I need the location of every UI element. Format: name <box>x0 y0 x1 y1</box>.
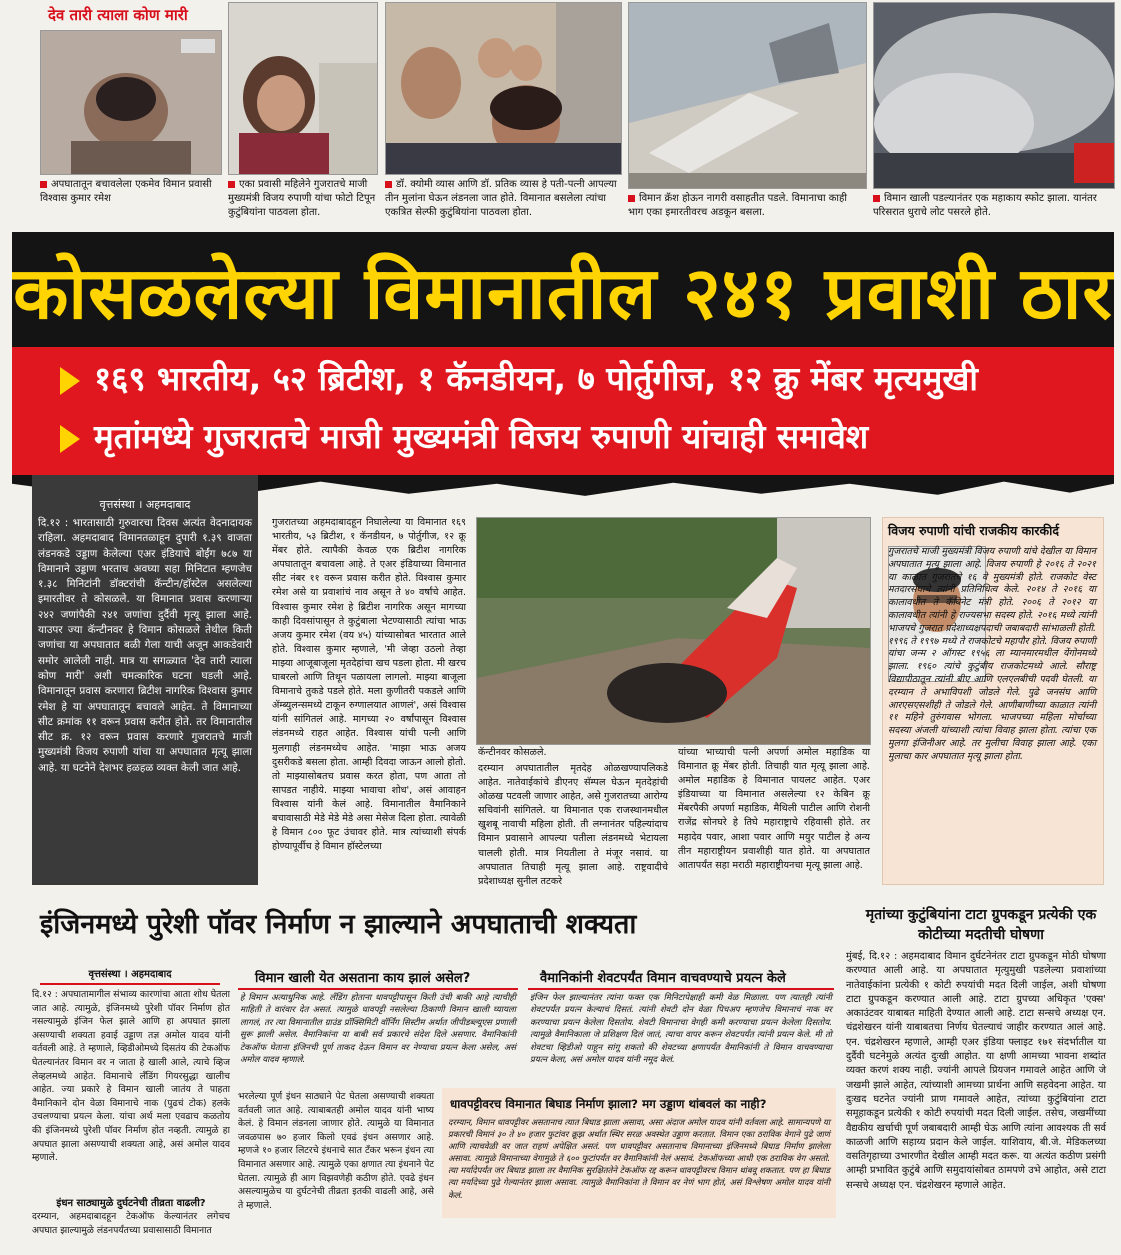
photo-caption-2: एका प्रवासी महिलेने गुजरातचे माजी मुख्यमंत्री विजय रुपाणी यांचा फोटो टिपून कुटुंबियांना पाठवला होता. <box>228 179 376 218</box>
box-pilots-title: वैमानिकांनी शेवटपर्यंत विमान वाचवण्याचे प्रयत्न केले <box>540 971 786 986</box>
family-photo-art <box>386 3 621 174</box>
lead-byline: वृत्तसंस्था । अहमदाबाद <box>99 498 191 511</box>
survivor-photo-art <box>41 31 221 174</box>
woman-photo-art <box>229 3 377 174</box>
arrow-bullet-icon <box>60 425 80 453</box>
engine-subhead: इंधन साठ्यामुळे दुर्घटनेची तीव्रता वाढली? <box>56 1198 206 1209</box>
photo-family-selfie <box>385 2 622 175</box>
box-pilots-text: इंजिन फेल झाल्यानंतर त्यांना फक्त एक मिनिटापेक्षाही कमी वेळ मिळाला. पण त्यातही त्यांनी शेवटपर्यंत प्रयत्न केल्याचं दिसतं. त्यांनी शेवटी दोन वेळा पिचअप म्हणजेच विमानाचं नाक वर करण्याचा प्रयत्न केलेला दिसतोय. शेवटी विमानाचा वेगही कमी करण्याचा प्रयत्न केलेला दिसतोय. त्यामुळे वैमानिकाला जे प्रशिक्षण दिलं जातं, त्याचा वापर करून शेवटपर्यंत त्यांनी प्रयत्न केले. मी तो शेवटचा व्हिडीओ पाहून सांगू शकतो की शेवटच्या क्षणापर्यंत वैमानिकांनी ते विमान वाचवण्याचा प्रयत्न केला, असं अमोल यादव यांनी नमूद केलं. <box>530 993 832 1066</box>
subheadline-1: १६९ भारतीय, ५२ ब्रिटीश, १ कॅनडीयन, ७ पोर्तुगीज, १२ क्रु मेंबर मृत्यमुखी <box>60 356 1110 402</box>
story-column-3: दरम्यान अपघातातील मृतदेह ओळखण्यापलिकडे आहेत. नातेवाईकांचे डीएनए सॅम्पल घेऊन मृतदेहांची ओळख पटवली जाणार आहेत, असे गुजरातच्या आरोग्य सचिवांनी सांगितले. या विमानात एक राजस्थानमधील खुशबू नावाची महिला होती. ती लग्नानंतर पहिल्यांदाच विमान प्रवासाने आपल्या पतीला लंडनमध्ये भेटायला चालली होती. मात्र नियतीला ते मंजूर नसावं. या अपघातात तिचाही मृत्यू झाला आहे. राष्ट्रवादीचे प्रदेशाध्यक्ष सुनील तटकरे <box>478 763 668 887</box>
tail-photo-art <box>477 518 870 744</box>
photo-survivor <box>40 30 222 175</box>
arrow-bullet-icon <box>60 367 80 395</box>
engine-story-text: दि.१२ : अपघातामागील संभाव्य कारणांचा आता शोध घेतला जात आहे. त्यामुळे, इंजिनमध्ये पुरेशी पॉवर निर्माण होत नसल्यामुळे इंजिन फेल झाले आणि हा अपघात झाला असण्याची शक्यता हवाई उड्डाण तज्ञ अमोल यादव यांनी वर्तवली आहे. ते म्हणाले, व्हिडीओमध्ये दिसतंय की टेकऑफ घेतल्यानंतर विमान वर न जाता हे खाली आले, त्याचे व्हिज लेव्हलमध्ये आहेत. विमानाचे लँडिंग गियरसुद्धा खालीच आहेत. ज्या प्रकारे हे विमान खाली जातंय ते पाहता वैमानिकाने दोन वेळा विमानाचे नाक (पुढचं टोक) हलके उचलण्याचा प्रयत्न केला. यांचा अर्थ मला एवढाच कळतोय की इंजिनमध्ये पुरेशी पॉवर निर्माण होत नव्हती. त्यामुळे हा अपघात झाला असण्याची शक्यता आहे, असं अमोल यादव म्हणाले. <box>32 989 230 1164</box>
box-what-happened-rule <box>238 988 518 990</box>
engine-story-column-2: भरलेल्या पूर्ण इंधन साठ्याने पेट घेतला असण्याची शक्यता वर्तवली जात आहे. त्याबाबतही अमोल यादव यांनी भाष्य केलं. हे विमान लंडनला जाणार होते. त्यामुळे या विमानात जवळपास ७० हजार किलो एवढं इंधन असणार आहे. म्हणजे १० हजार लिटरचे इंधनाचे सात टँकर भरून इंधन त्या विमानात असणार आहे. त्यामुळे एका क्षणात त्या इंधनाने पेट घेतला. त्यामुळे ही आग विझवणेही कठीण होते. एवढे इंधन असल्यामुळेच या दुर्घटनेची तीव्रता इतकी वाढली आहे, असे ते म्हणाले. <box>238 1091 434 1211</box>
photo-caption-1: अपघातातून बचावलेला एकमेव विमान प्रवासी विश्वास कुमार रमेश <box>40 179 212 204</box>
wreckage-photo-art <box>629 3 866 188</box>
tata-story-text: मुंबई, दि.१२ : अहमदाबाद विमान दुर्घटनेनंतर टाटा ग्रुपकडून मोठी घोषणा करण्यात आली आहे. या अपघातात मृत्युमुखी पडलेल्या प्रवाशांच्या नातेवाईकांना प्रत्येकी १ कोटी रुपयांची मदत दिली जाईल, अशी घोषणा टाटा ग्रुपकडून करण्यात आली आहे. टाटा ग्रुपच्या अधिकृत 'एक्स' अकाउंटवर याबाबत माहिती देण्यात आली आहे. टाटा सन्सचे अध्यक्ष एन. चंद्रशेखरन यांनी याबाबतचा निर्णय घेतल्याचं जाहीर करण्यात आलं आहे. एन. चंद्रशेखरन म्हणाले, आम्ही एअर इंडिया फ्लाइट १७१ संदर्भातील या दुर्दैवी घटनेमुळे अत्यंत दुःखी आहोत. या क्षणी आमच्या भावना शब्दांत व्यक्त करणं शक्य नाही. ज्यांनी आपले प्रियजन गमावले आहेत आणि जे जखमी झाले आहेत, त्यांच्याशी आमच्या प्रार्थना आणि सहवेदना आहेत. या दुःखद घटनेत ज्यांनी प्राण गमावले आहेत, त्यांच्या कुटुंबियांना टाटा समूहाकडून प्रत्येकी १ कोटी रुपयांची मदत दिली जाईल. तसेच, जखमींच्या वैद्यकीय खर्चाची पूर्ण जबाबदारी आम्ही घेऊ आणि त्यांना आवश्यक ती सर्व काळजी आणि सहाय्य प्रदान केले जाईल. याशिवाय, बी.जे. मेडिकलच्या वसतिगृहाच्या उभारणीत देखील आम्ही मदत करू. या अत्यंत कठीण प्रसंगी आम्ही प्रभावित कुटुंबे आणि समुदायांसोबत ठामपणे उभे आहोत, असे टाटा सन्सचे अध्यक्ष एन. चंद्रशेखरन म्हणाले आहेत. <box>846 951 1106 1191</box>
box-what-happened-title: विमान खाली येत असताना काय झालं असेल? <box>255 971 471 986</box>
smoke-photo-art <box>874 3 1114 188</box>
story-column-2: गुजरातच्या अहमदाबादहून निघालेल्या या विमानात १६९ भारतीय, ५३ ब्रिटीश, १ कॅनडीयन, ७ पोर्तुगीज, १२ क्रू मेंबर होते. त्यापैकी केवळ एक ब्रिटीश नागरिक अपघातातून बचावला आहे. ते एअर इंडियाच्या विमानात सीट नंबर ११ वरून प्रवास करीत होते. विश्वास कुमार रमेश असे या प्रवाशांचं नाव असून ते ४० वर्षांचे आहेत. विश्वास कुमार रमेश हे ब्रिटीश नागरिक असून मागच्या काही दिवसांपासून ते कुटुंबाला भेटण्यासाठी त्यांचा भाऊ अजय कुमार रमेश (वय ४५) यांच्यासोबत भारतात आले होते. विश्वास कुमार म्हणाले, 'मी जेव्हा उठलो तेव्हा माझ्या आजूबाजूला मृतदेहांचा खच पडला होता. मी खरच घाबरलो आणि तिथून पळायला लागलो. माझ्या बाजूला विमानाचे तुकडे पडले होते. मला कुणीतरी पकडले आणि ॲम्ब्युलन्समध्ये टाकून रुग्णालयात आणलं', असं विश्वास यांनी सांगितलं आहे. मागच्या २० वर्षांपासून विश्वास लंडनमध्ये राहत आहेत. विश्वास यांची पत्नी आणि मुलगाही लंडनमध्येच आहेत. 'माझा भाऊ अजय दुसरीकडे बसला होता. आम्ही दिवदा जाऊन आलो होतो. तो माझ्यासोबतच प्रवास करत होता, पण आता तो सापडत नाहीये. माझ्या भावाचा शोध', असं आवाहन विश्वास यांनी केलं आहे. विमानातील वैमानिकाने बचावासाठी मेडे मेडे मेडे असा मेसेज दिला होता. त्यावेळी हे विमान ८०० फूट उंचावर होते. मात्र त्यांच्याशी संपर्क होण्यापूर्वीच हे विमान हॉस्टेलच्या <box>272 517 467 853</box>
subheadline-2: मृतांमध्ये गुजरातचे माजी मुख्यमंत्री विजय रुपाणी यांचाही समावेश <box>60 414 1110 460</box>
box-runway-title: धावपट्टीवरच विमानात बिघाड निर्माण झाला? मग उड्डाण थांबवलं का नाही? <box>450 1097 767 1111</box>
photo-caption-3: डॉ. क्योमी व्यास आणि डॉ. प्रतिक व्यास हे पती-पत्नी आपल्या तीन मुलांना घेऊन लंडनला जात होते. विमानात बसलेला त्यांचा एकत्रित सेल्फी कुटुंबियांना पाठवला होता. <box>385 179 617 218</box>
engine-byline: वृत्तसंस्था । अहमदाबाद <box>88 969 172 980</box>
photo-caption-4: विमान क्रॅश होऊन नागरी वसाहतीत पडले. विमानाचा काही भाग एका इमारतीवरच अडकून बसला. <box>628 193 847 218</box>
survivor-title: देव तारी त्याला कोण मारी <box>48 6 188 24</box>
photo-wreckage-building <box>628 2 867 189</box>
photo-woman-selfie <box>228 2 378 175</box>
secondary-headline: इंजिनमध्ये पुरेशी पॉवर निर्माण न झाल्याने अपघाताची शक्यता <box>40 909 637 940</box>
photo-explosion-smoke <box>873 2 1115 189</box>
engine-byline-rule <box>40 983 220 985</box>
bullet-square <box>873 195 880 202</box>
main-headline: कोसळलेल्या विमानातील २४१ प्रवाशी ठार <box>13 251 1113 335</box>
photo-caption-cont: कॅन्टीनवर कोसळले. <box>478 747 547 758</box>
box-what-happened-text: हे विमान अत्याधुनिक आहे. लँडिंग होताना धावपट्टीपासून किती उंची बाकी आहे त्याचीही माहिती ते वारंवार देत असतं. त्यामुळे धावपट्टी नसलेल्या ठिकाणी विमान खाली घ्यायला लागलं, तर त्या विमानातील ग्राउंड प्रॉक्सिमिटी वॉर्निंग सिस्टीम अर्थात जीपीडब्ल्यूएस प्रणाली सुरू झाली असेल. वैमानिकांना या बाबी सर्व प्रकारचे संदेश दिले असणार. वैमानिकांनी टेकऑफ घेताना इंजिनची पूर्ण ताकद देऊन विमान वर नेण्याचा प्रयत्न केला असेल, असं अमोल यादव म्हणाले. <box>240 993 516 1066</box>
bullet-square <box>385 181 392 188</box>
box-runway-text: दरम्यान, विमान धावपट्टीवर असतानाच त्यात बिघाड झाला असावा, असा अंदाज अमोल यादव यांनी वर्तवला आहे. सामान्यपणे या प्रकारची विमानं ३० ते ४० हजार फुटांवर क्रूझ अर्थात स्थिर सरळ अवस्थेत उड्डाण करतात. विमान एका ठराविक वेगाने पुढे जाणं आणि त्याचवेळी वर जात राहणं अपेक्षित असतं. पण धावपट्टीवर असतानाच विमानाच्या इंजिनमध्ये बिघाड निर्माण झालेला असावा. त्यामुळे विमानाच्या वेगामुळे ते ६०० फुटांपर्यंत वर वैमानिकांनी नेलं असावं. टेकऑफच्या आधी एक ठराविक वेग असतो. त्या मर्यादेपर्यंत जर बिघाड झाला तर वैमानिक सुरक्षिततेने टेकऑफ रद्द करून धावपट्टीवरच विमान थांबवू शकतात. पण हा बिघाड त्या मर्यादेच्या पुढे गेल्यानंतर झाला असावा. त्यामुळे वैमानिकांना ते विमान वर नेणं भाग होतं, असं विश्लेषण अमोल यादव यांनी केलं. <box>448 1117 830 1200</box>
photo-caption-5: विमान खाली पडल्यानंतर एक महाकाय स्फोट झाला. यानंतर परिसरात धुराचे लोट पसरले होते. <box>873 193 1097 218</box>
lead-story-text: दि.१२ : भारतासाठी गुरुवारचा दिवस अत्यंत वेदनादायक राहिला. अहमदाबाद विमानतळाहून दुपारी १.३९ वाजता लंडनकडे उड्डाण केलेल्या एअर इंडियाचे बोईंग ७८७ या विमानाने उड्डाण भरताच अवघ्या सहा मिनिटात म्हणजेच १.३८ मिनिटांनी डॉक्टरांची कॅन्टीन/हॉस्टेल असलेल्या इमारतीवर ते कोसळले. या विमानात प्रवास करणाऱ्या २४२ जणांपैकी २४१ जणांचा दुर्दैवी मृत्यू झाला आहे. याउपर ज्या कॅन्टीनवर हे विमान कोसळले तेथील किती जणांचा या अपघातात बळी गेला याची अजून आकडेवारी समोर आलेली नाही. मात्र या सगळ्यात 'देव तारी त्याला कोण मारी' अशी चमत्कारिक घटना घडली आहे. विमानातून प्रवास करणारा ब्रिटीश नागरिक विश्वास कुमार रमेश हे या अपघातातून बचावले आहेत. ते विमानाच्या सीट क्रमांक ११ वरून प्रवास करीत होते. तर विमानातील सीट क्र. १२ वरून प्रवास करणारे गुजरातचे माजी मुख्यमंत्री विजय रुपाणी यांचा या अपघातात मृत्यू झाला आहे. या घटनेने देशभर हळहळ व्यक्त केली जात आहे. <box>38 517 252 774</box>
engine-story-text-2: दरम्यान, अहमदाबादहून टेकऑफ केल्यानंतर लगेचच अपघात झाल्यामुळे लंडनपर्यंतच्या प्रवासासाठी विमानात <box>32 1211 230 1236</box>
bullet-square <box>228 181 235 188</box>
box-pilots-rule <box>528 988 834 990</box>
tata-headline: मृतांच्या कुटुंबियांना टाटा ग्रुपकडून प्रत्येकी एक कोटीच्या मदतीची घोषणा <box>865 907 1097 943</box>
rupani-sidebar-title: विजय रुपाणी यांची राजकीय कारकीर्द <box>888 523 1060 538</box>
rupani-sidebar-text: गुजरातचे माजी मुख्यमंत्री विजय रुपाणी यांचे देखील या विमान अपघातात मृत्यू झाला आहे. विजय रुपाणी हे २०१६ ते २०२१ या काळात गुजरातचे १६ वे मुख्यमंत्री होते. राजकोट वेस्ट मतदारसंघाचे त्यांनी प्रतिनिधित्व केले. २०१४ ते २०१६ या कालावधीत ते कॅबिनेट मंत्री होते. २००६ ते २०१२ या कालावधीत त्यांनी हे राज्यसभा सदस्य होते. २०१६ मध्ये त्यांनी भाजपचे गुजरात प्रदेशाध्यक्षपदाची जबाबदारी सांभाळली होती. १९९६ ते १९९७ मध्ये ते राजकोटचे महापौर होते. विजय रुपाणी यांचा जन्म २ ऑगस्ट १९५६ ला म्यानमारमधील येंगोनमध्ये झाला. १९६० त्यांचे कुटुंबीय राजकोटमध्ये आले. सौराष्ट्र विद्यापीठातून त्यांनी बीए आणि एलएलबीची पदवी घेतली. या दरम्यान ते अभाविपशी जोडले गेले. पुढे जनसंघ आणि आरएसएसशीही ते जोडले गेले. आणीबाणीच्या काळात त्यांनी ११ महिने तुरुंगवास भोगला. भाजपच्या महिला मोर्चाच्या सदस्या अंजली यांच्याशी त्यांचा विवाह झाला होता. त्यांचा एक मुलगा इंजिनीअर आहे. तर मुलीचा विवाह झाला आहे. एका मुलाचा कार अपघातात मृत्यू झाला होता. <box>888 546 1096 762</box>
bullet-square <box>628 195 635 202</box>
photo-tail-wreckage <box>476 517 871 745</box>
story-column-4: यांच्या भाच्याची पत्नी अपर्णा अमोल महाडिक या विमानात क्रू मेंबर होती. तिचाही यात मृत्यू झाला आहे. अमोल महाडिक हे विमानात पायलट आहेत. एअर इंडियाच्या या विमानात असलेल्या १२ केबिन क्रू मेंबरपैकी अपर्णा महाडिक, मैथिली पाटील आणि रोशनी राजेंद्र सोनघरे हे तिघे महाराष्ट्राचे रहिवासी होते. तर महादेव पवार, आशा पवार आणि मयुर पाटील हे अन्य तीन महाराष्ट्रीयन प्रवाशीही यात होते. या अपघातात आतापर्यंत सहा मराठी महाराष्ट्रीयनचा मृत्यू झाला आहे. <box>678 747 870 871</box>
bullet-square <box>40 181 47 188</box>
